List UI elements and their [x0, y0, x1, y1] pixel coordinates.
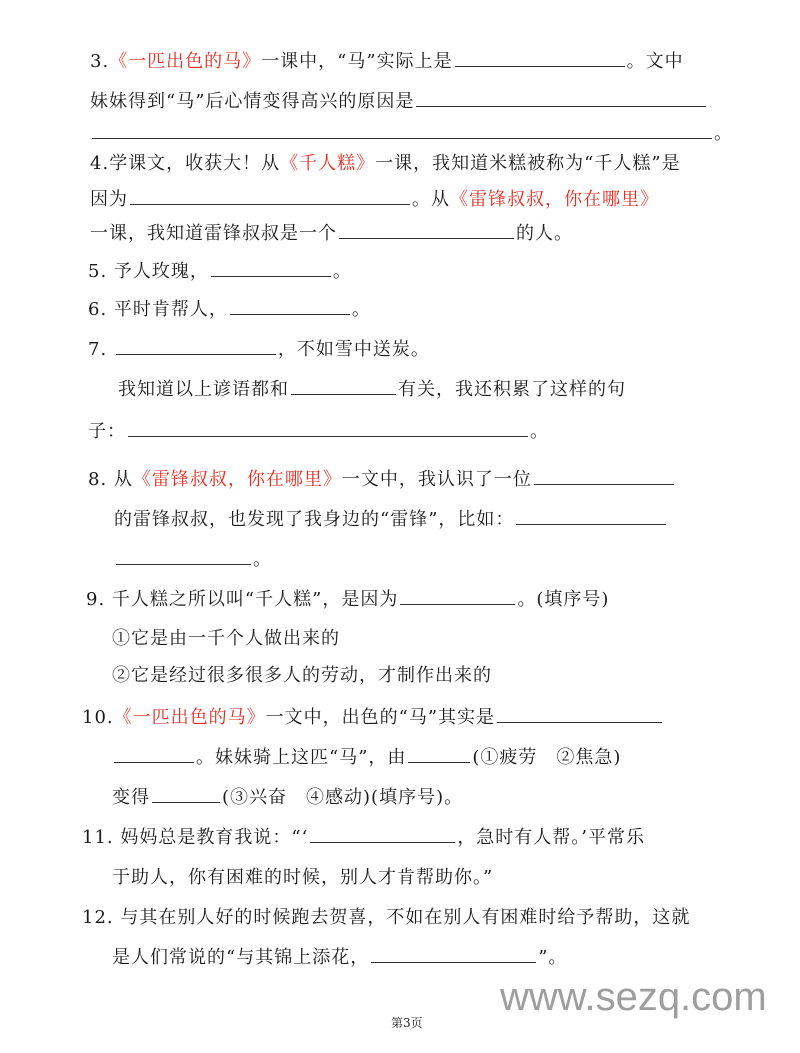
question-text: 妹妹得到“马”后心情变得高兴的原因是 [90, 91, 415, 112]
lesson-title: 《一匹出色的马》 [113, 707, 266, 728]
question-text: 。从 [412, 189, 450, 210]
option-text: ②它是经过很多很多人的劳动，才制作出来的 [112, 665, 492, 686]
question-text: 。 [332, 261, 352, 282]
question-9-option-2 [112, 664, 492, 688]
lesson-title: 《千人糕》 [280, 153, 376, 174]
page-number: 第3页 [391, 1016, 423, 1030]
question-number: 10. [82, 707, 114, 728]
answer-blank[interactable] [128, 435, 528, 437]
question-text: (③兴奋 ④感动)(填序号)。 [222, 787, 464, 808]
question-number: 11. [82, 827, 114, 848]
question-9-option-1 [112, 627, 340, 651]
question-5 [88, 260, 352, 284]
answer-blank[interactable] [416, 105, 706, 107]
lesson-title: 《一匹出色的马》 [109, 51, 262, 72]
question-text: 一课，我知道雷锋叔叔是一个 [90, 223, 337, 244]
question-4-line-1 [90, 152, 681, 176]
question-8-line-2 [114, 508, 668, 532]
answer-blank[interactable] [534, 483, 674, 485]
question-text: 。 [253, 549, 272, 570]
answer-blank[interactable] [310, 841, 455, 843]
question-text: 与其在别人好的时候跑去贺喜，不如在别人有困难时给予帮助，这就 [120, 907, 691, 928]
question-number: 9. [86, 589, 106, 610]
question-text: 一课中，“马”实际上是 [261, 51, 453, 72]
question-4-line-2 [90, 188, 659, 212]
answer-blank[interactable] [291, 393, 396, 395]
question-text: ，不如雪中送炭。 [277, 339, 430, 360]
question-number: 3. [90, 51, 110, 72]
question-number: 6. [88, 299, 108, 320]
question-text: 平时肯帮人， [113, 299, 228, 320]
question-number: 4. [90, 153, 110, 174]
question-4-line-3 [90, 222, 573, 246]
question-11-line-1 [82, 826, 645, 850]
question-text: 予人玫瑰， [113, 261, 209, 282]
question-text: 。(填序号) [517, 589, 610, 610]
answer-blank[interactable] [408, 761, 470, 763]
question-12-line-2 [112, 946, 567, 970]
question-text: 妈妈总是教育我说：“‘ [120, 827, 309, 848]
question-text: 。 [530, 421, 549, 442]
question-text: 我知道以上谚语都和 [118, 379, 289, 400]
question-10-line-1 [82, 706, 664, 730]
answer-blank[interactable] [211, 275, 331, 277]
answer-blank[interactable] [371, 961, 536, 963]
question-text: 的雷锋叔叔，也发现了我身边的“雷锋”，比如： [114, 509, 515, 530]
question-8-line-3 [114, 548, 272, 572]
question-3-line-1 [90, 50, 684, 74]
question-10-line-3 [112, 786, 463, 810]
question-10-line-2 [112, 746, 621, 770]
question-number: 8. [88, 469, 108, 490]
question-text: 的人。 [516, 223, 573, 244]
question-text: 是人们常说的“与其锦上添花， [112, 947, 370, 968]
question-3-line-3 [90, 122, 733, 146]
answer-blank[interactable] [116, 563, 251, 565]
question-7-line-3 [88, 420, 549, 444]
question-text: ”。 [538, 947, 568, 968]
answer-blank[interactable] [130, 203, 410, 205]
option-text: ①它是由一千个人做出来的 [112, 628, 340, 649]
question-text: 有关，我还积累了这样的句 [398, 379, 626, 400]
question-text: 变得 [112, 787, 150, 808]
question-7-line-1 [88, 338, 430, 362]
answer-blank[interactable] [516, 523, 666, 525]
lesson-title: 《雷锋叔叔，你在哪里》 [132, 469, 342, 490]
question-text: 一课，我知道米糕被称为“千人糕”是 [375, 153, 681, 174]
answer-blank[interactable] [114, 761, 194, 763]
question-number: 5. [88, 261, 108, 282]
question-3-line-2 [90, 90, 708, 114]
question-text: 。 [714, 123, 733, 144]
question-12-line-1 [82, 906, 690, 930]
question-text: 子： [88, 421, 126, 442]
question-7-line-2 [118, 378, 626, 402]
question-text: 学课文，收获大！从 [109, 153, 281, 174]
answer-blank[interactable] [152, 801, 220, 803]
question-6 [88, 298, 371, 322]
question-11-line-2 [112, 866, 493, 890]
question-8-line-1 [88, 468, 676, 492]
watermark: www.sezq.com [500, 975, 767, 1019]
answer-blank[interactable] [400, 603, 515, 605]
question-number: 12. [82, 907, 114, 928]
question-text: ，急时有人帮。’平常乐 [457, 827, 646, 848]
question-text: (①疲劳 ②焦急) [472, 747, 622, 768]
question-text: 。妹妹骑上这匹“马”，由 [196, 747, 407, 768]
answer-blank[interactable] [497, 721, 662, 723]
question-9 [86, 588, 609, 612]
answer-blank[interactable] [116, 353, 276, 355]
answer-blank[interactable] [339, 237, 514, 239]
question-text: 一文中，出色的“马”其实是 [265, 707, 496, 728]
question-text: 因为 [90, 189, 128, 210]
answer-blank[interactable] [230, 313, 350, 315]
answer-blank[interactable] [455, 65, 625, 67]
question-text: 千人糕之所以叫“千人糕”，是因为 [111, 589, 399, 610]
question-text: 。文中 [626, 51, 684, 72]
answer-blank[interactable] [92, 137, 712, 139]
question-text: 从 [113, 469, 133, 490]
question-number: 7. [88, 339, 108, 360]
question-text: 于助人，你有困难的时候，别人才肯帮助你。” [112, 867, 494, 888]
question-text: 。 [351, 299, 371, 320]
lesson-title: 《雷锋叔叔，你在哪里》 [450, 189, 659, 210]
question-text: 一文中，我认识了一位 [341, 469, 532, 490]
